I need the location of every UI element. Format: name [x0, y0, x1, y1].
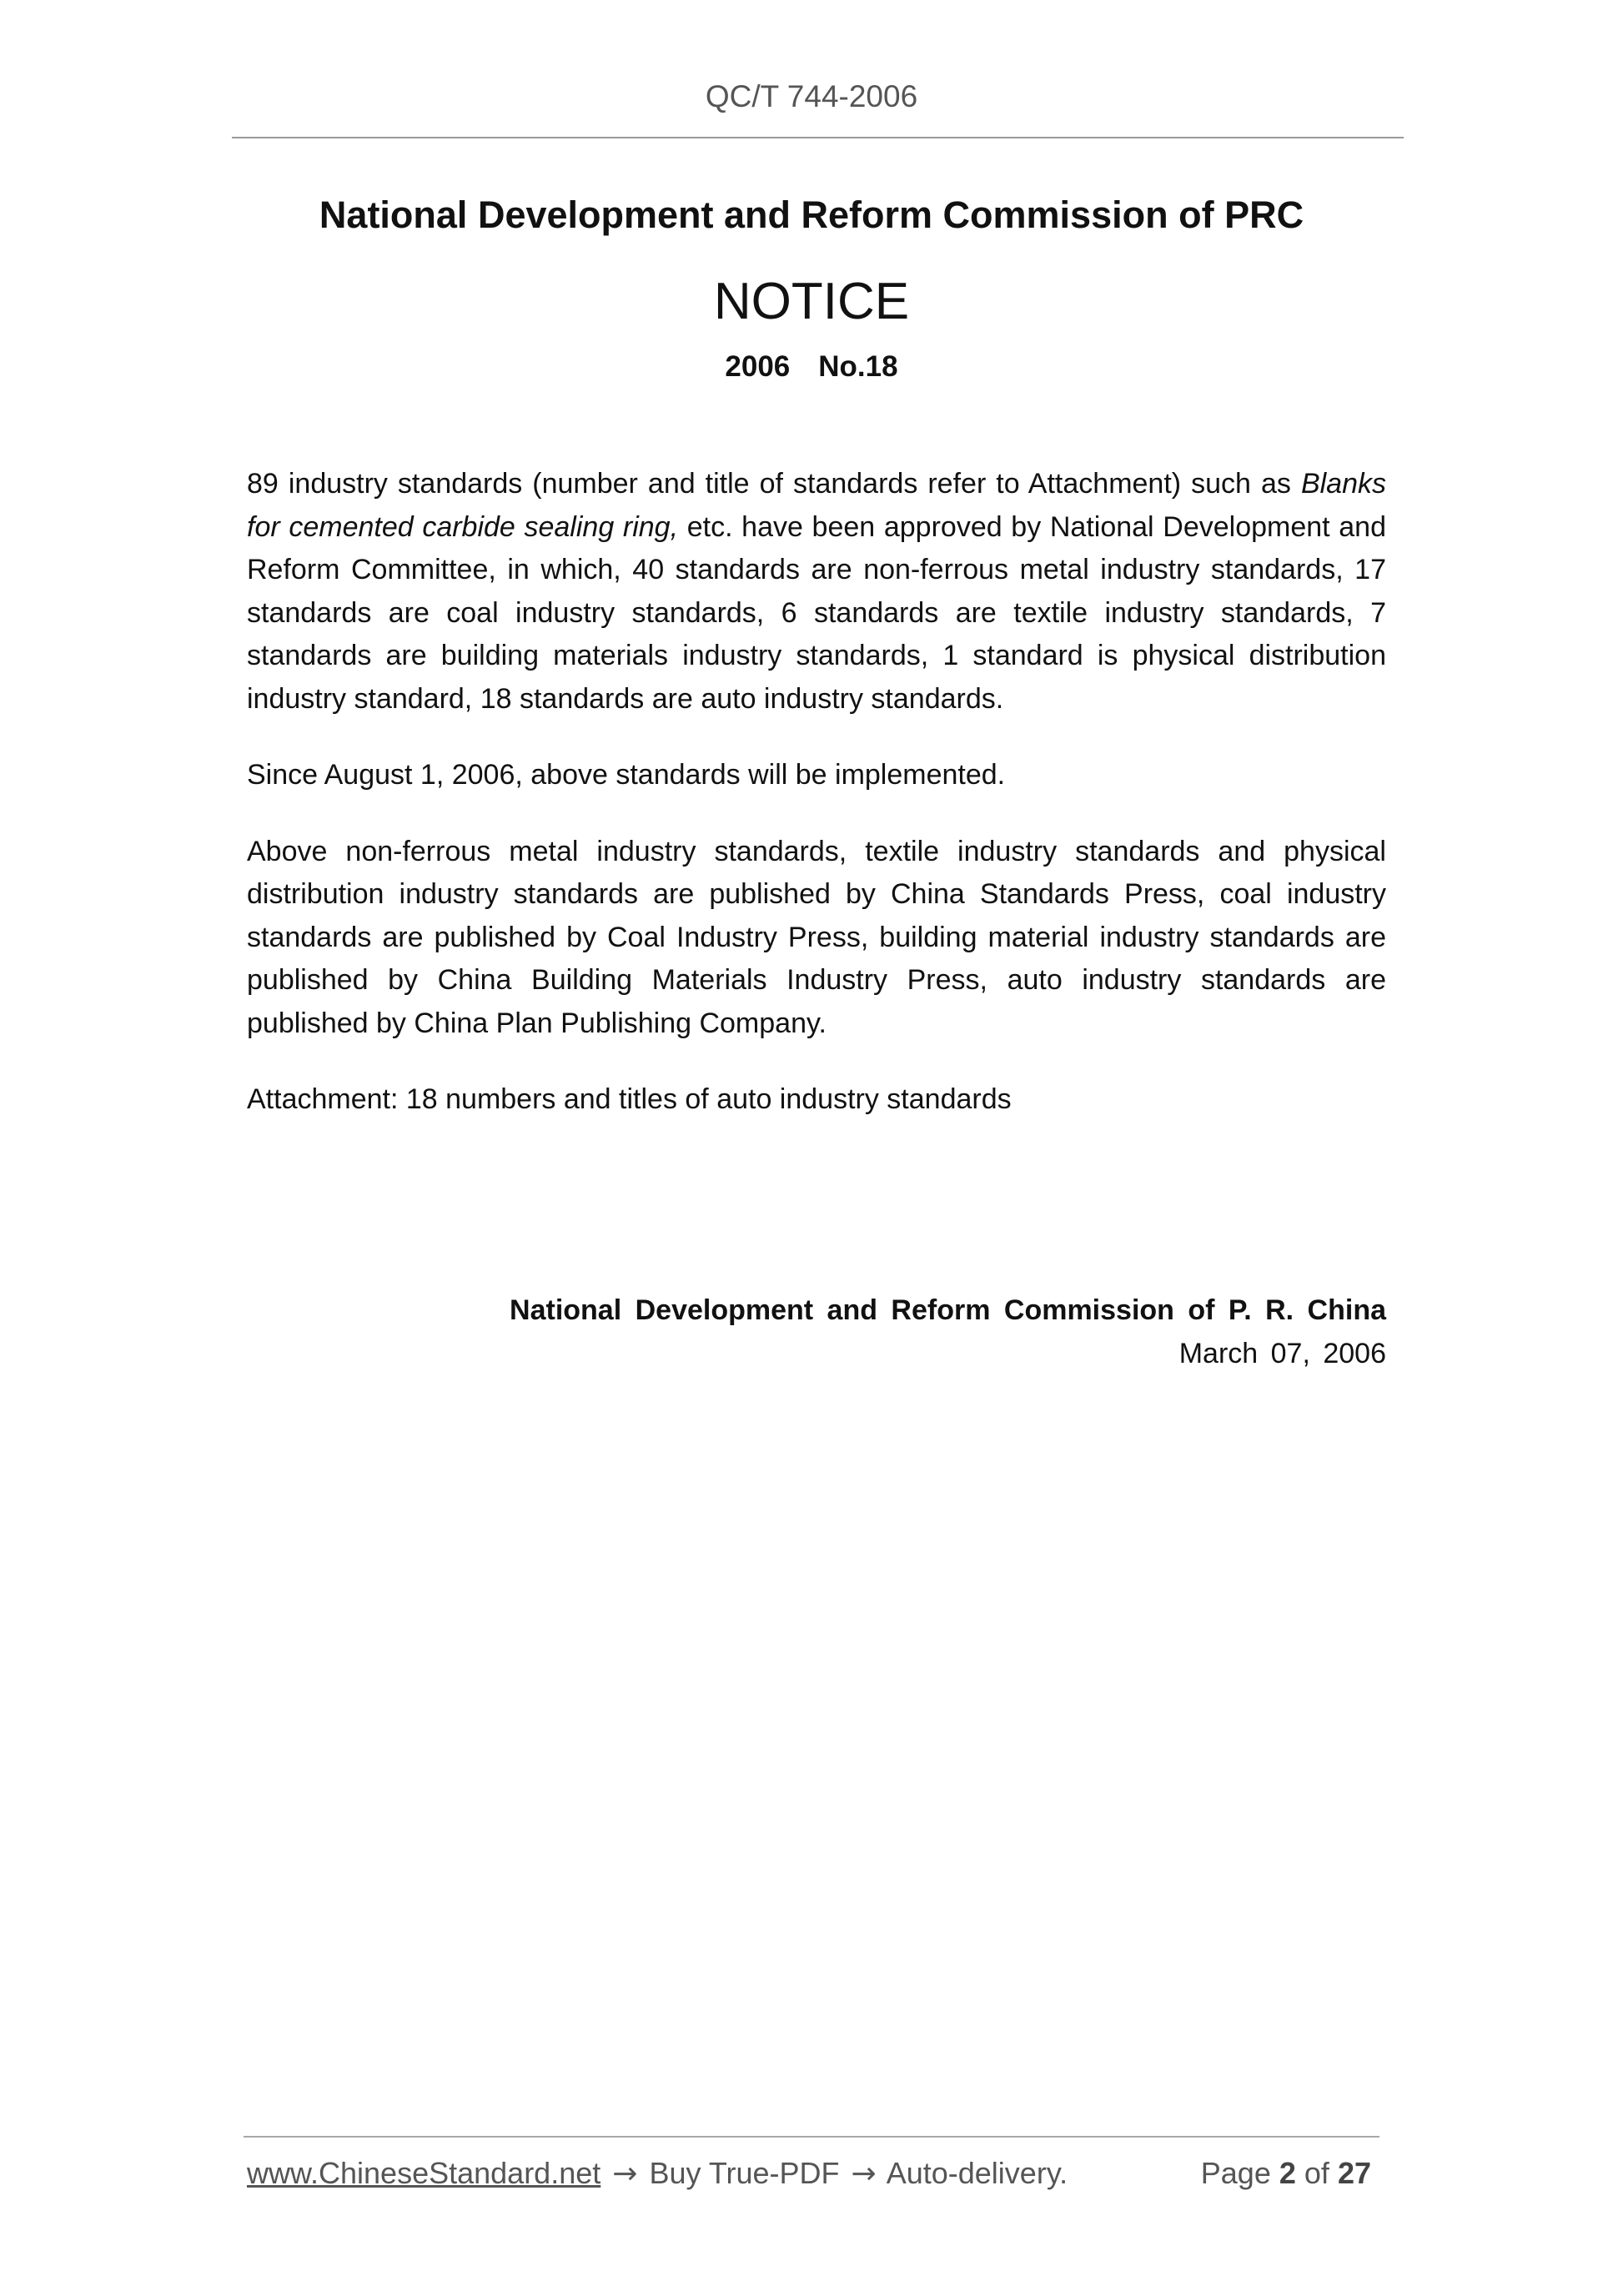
page-of-label: of — [1304, 2156, 1329, 2190]
para1-italic-title: Blanks for cemented carbide sealing ring, — [247, 468, 1386, 543]
page-total: 27 — [1337, 2156, 1371, 2190]
page-footer — [247, 2156, 1379, 2191]
para1-text-end: etc. have been approved by National Development and Reform Committee, in which, 40 standards are non-ferrous metal industry standards, 17 standards are coal industry standards, 6 standards are textile industry standards, 7 standards are building materials industry standards, 1 standard is physical distribution industry standard, 18 standards are auto industry standards. — [247, 510, 1386, 715]
standard-code-header: QC/T 744-2006 — [705, 79, 918, 113]
website-link[interactable]: www.ChineseStandard.net — [247, 2156, 601, 2190]
signature-block — [247, 1289, 1386, 1375]
auto-delivery-text: Auto-delivery. — [886, 2156, 1068, 2190]
notice-title: NOTICE — [713, 273, 910, 330]
page-label: Page — [1200, 2156, 1271, 2190]
signature-organization: National Development and Reform Commission of P. R. China — [510, 1294, 1386, 1326]
notice-year: 2006 — [725, 350, 791, 383]
buy-true-pdf-text: Buy True-PDF — [649, 2156, 840, 2190]
page-indicator — [1201, 2156, 1371, 2191]
para1-text-start: 89 industry standards (number and title of standards refer to Attachment) such as — [247, 468, 1301, 500]
notice-number — [0, 350, 1623, 384]
body-paragraph-attachment: Attachment: 18 numbers and titles of auto industry standards — [247, 1083, 1012, 1115]
notice-no: No.18 — [818, 350, 898, 383]
page-current: 2 — [1279, 2156, 1296, 2190]
signature-date: March 07, 2006 — [1178, 1337, 1386, 1369]
arrow-right-icon: → — [612, 2157, 638, 2191]
body-paragraph-approval — [247, 463, 1386, 721]
arrow-right-icon: → — [851, 2157, 877, 2191]
notice-body — [247, 463, 1386, 1155]
body-paragraph-implementation: Since August 1, 2006, above standards will be implemented. — [247, 759, 1006, 791]
header-divider — [232, 137, 1404, 138]
footer-divider — [244, 2136, 1379, 2138]
issuer-title: National Development and Reform Commission of PRC — [319, 193, 1304, 236]
body-paragraph-publishers: Above non-ferrous metal industry standards, textile industry standards and physical distribution industry standards are published by China Standards Press, coal industry standards are published by Coal Industry Press, building material industry standards are published by China Building Materials Industry Press, auto industry standards are published by China Plan Publishing Company. — [247, 835, 1386, 1039]
